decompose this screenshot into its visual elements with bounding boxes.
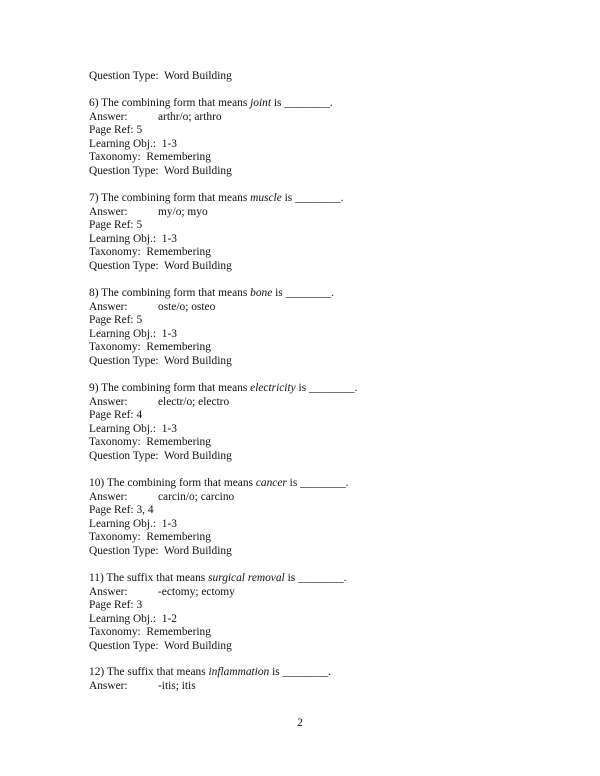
question-tail: is ________.	[271, 97, 333, 109]
page-ref: Page Ref: 5	[89, 219, 143, 231]
question-tail: is ________.	[286, 477, 349, 489]
learning-obj: Learning Obj.: 1-3	[89, 137, 177, 150]
question-stem	[89, 382, 357, 396]
answer-line	[89, 111, 128, 125]
answer-label: Answer:	[89, 679, 128, 692]
question-tail: is ________.	[281, 192, 344, 204]
answer-value: electr/o; electro	[158, 395, 230, 408]
answer-label: Answer:	[89, 395, 128, 408]
learning-obj: Learning Obj.: 1-2	[89, 612, 177, 625]
question-lead: The combining form that means	[98, 382, 251, 394]
answer-line	[89, 491, 128, 505]
answer-label: Answer:	[89, 205, 128, 218]
answer-label: Answer:	[89, 490, 128, 503]
question-lead: The combining form that means	[104, 477, 256, 489]
answer-line	[89, 206, 128, 220]
question-lead: The combining form that means	[98, 97, 251, 109]
question-lead: The combining form that means	[98, 287, 251, 299]
learning-obj: Learning Obj.: 1-3	[89, 327, 177, 340]
question-stem	[89, 666, 331, 680]
question-number: 6)	[89, 97, 99, 109]
answer-label: Answer:	[89, 585, 128, 598]
question-tail: is ________.	[269, 666, 331, 678]
answer-value: arthr/o; arthro	[158, 110, 222, 123]
question-type: Question Type: Word Building	[89, 259, 232, 272]
question-term: muscle	[250, 192, 282, 204]
question-term: inflammation	[208, 666, 270, 678]
page-ref: Page Ref: 3, 4	[89, 504, 154, 516]
question-stem	[89, 572, 346, 586]
page-ref: Page Ref: 4	[89, 409, 143, 421]
answer-value: my/o; myo	[158, 205, 208, 218]
question-number: 8)	[89, 287, 99, 299]
answer-line	[89, 586, 128, 600]
answer-value: -ectomy; ectomy	[158, 585, 235, 598]
question-number: 12)	[89, 666, 105, 678]
taxonomy: Taxonomy: Remembering	[89, 151, 211, 163]
question-type-line: Question Type: Word Building	[89, 70, 232, 82]
question-number: 10)	[89, 477, 105, 489]
answer-line	[89, 680, 128, 694]
question-number: 11)	[89, 572, 104, 584]
answer-line	[89, 301, 128, 315]
question-type: Question Type: Word Building	[89, 164, 232, 177]
answer-label: Answer:	[89, 300, 128, 313]
question-term: joint	[250, 97, 272, 109]
answer-value: -itis; itis	[158, 679, 196, 692]
question-term: cancer	[255, 477, 287, 489]
question-number: 7)	[89, 192, 99, 204]
answer-line	[89, 396, 128, 410]
learning-obj: Learning Obj.: 1-3	[89, 232, 177, 245]
question-tail: is ________.	[295, 382, 358, 394]
question-term: bone	[250, 287, 273, 299]
answer-value: carcin/o; carcino	[158, 490, 235, 503]
learning-obj: Learning Obj.: 1-3	[89, 517, 177, 530]
taxonomy: Taxonomy: Remembering	[89, 626, 211, 638]
taxonomy: Taxonomy: Remembering	[89, 436, 211, 448]
question-type: Question Type: Word Building	[89, 354, 232, 367]
learning-obj: Learning Obj.: 1-3	[89, 422, 177, 435]
question-lead: The suffix that means	[104, 666, 209, 678]
answer-label: Answer:	[89, 110, 128, 123]
question-stem	[89, 192, 343, 206]
page-number: 2	[297, 717, 303, 729]
question-stem	[89, 97, 333, 111]
question-lead: The combining form that means	[98, 192, 251, 204]
page-ref: Page Ref: 5	[89, 124, 143, 136]
question-tail: is ________.	[284, 572, 347, 584]
taxonomy: Taxonomy: Remembering	[89, 531, 211, 543]
question-type: Question Type: Word Building	[89, 449, 232, 462]
question-number: 9)	[89, 382, 99, 394]
page-ref: Page Ref: 3	[89, 599, 143, 611]
question-type: Question Type: Word Building	[89, 544, 232, 557]
question-stem	[89, 287, 334, 301]
taxonomy: Taxonomy: Remembering	[89, 246, 211, 258]
question-type: Question Type: Word Building	[89, 639, 232, 652]
page-ref: Page Ref: 5	[89, 314, 143, 326]
question-term: surgical removal	[208, 572, 285, 584]
question-stem	[89, 477, 349, 491]
question-tail: is ________.	[272, 287, 334, 299]
question-term: electricity	[250, 382, 296, 394]
answer-value: oste/o; osteo	[158, 300, 216, 313]
taxonomy: Taxonomy: Remembering	[89, 341, 211, 353]
question-lead: The suffix that means	[103, 572, 209, 584]
